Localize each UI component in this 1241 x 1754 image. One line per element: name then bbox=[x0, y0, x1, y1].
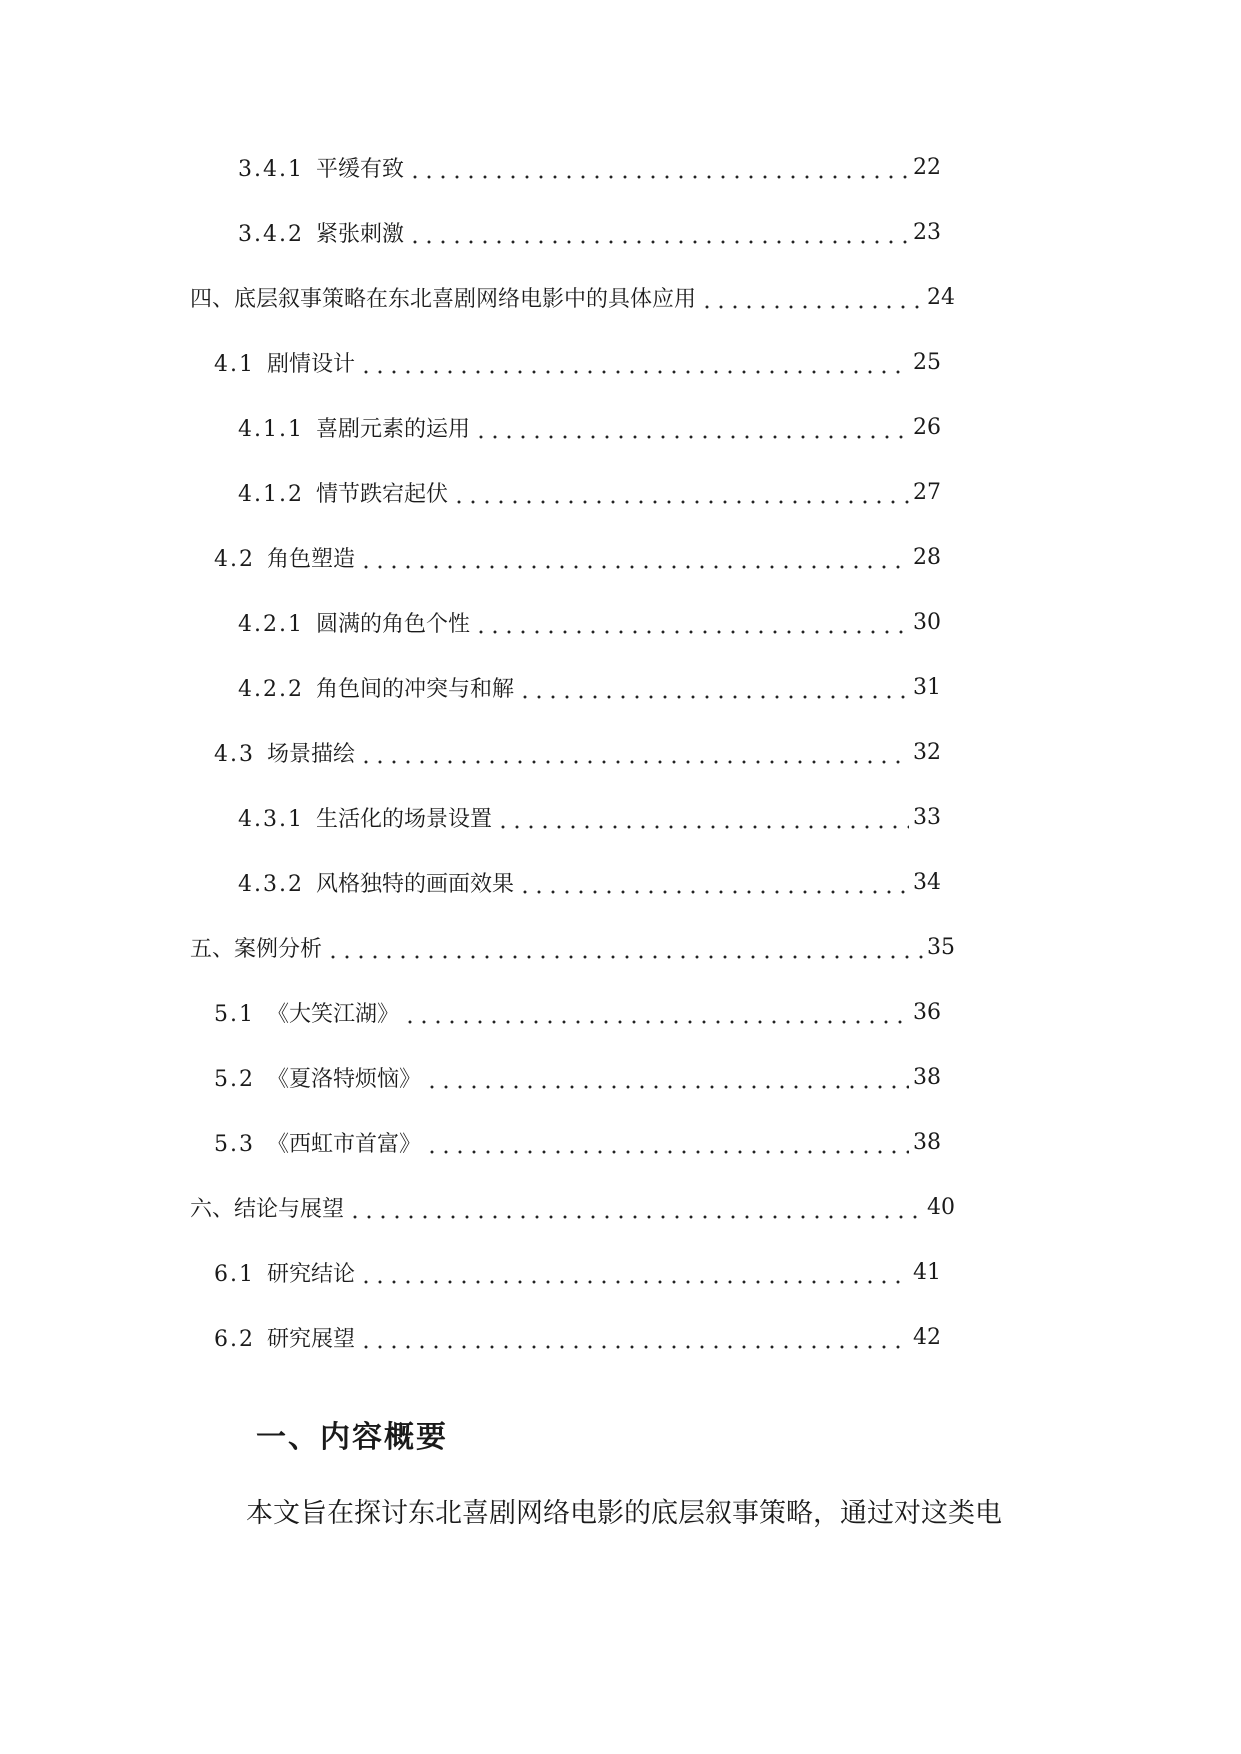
toc-entry-page: 38 bbox=[913, 1064, 941, 1090]
toc-entry-page: 35 bbox=[927, 934, 955, 960]
toc-entry-page: 26 bbox=[913, 414, 941, 440]
toc-leader-dots bbox=[359, 1259, 909, 1285]
toc-entry[interactable] bbox=[238, 667, 941, 707]
toc-entry[interactable] bbox=[214, 342, 941, 382]
toc-entry-number: 4.3.2 bbox=[238, 871, 304, 897]
toc-leader-dots bbox=[408, 154, 909, 180]
toc-leader-dots bbox=[474, 609, 909, 635]
toc-leader-dots bbox=[359, 1324, 909, 1350]
toc-entry-number: 6.1 bbox=[214, 1261, 255, 1287]
toc-entry-number: 5.3 bbox=[214, 1131, 255, 1157]
toc-entry-title: 剧情设计 bbox=[267, 351, 356, 377]
section-heading: 一、内容概要 bbox=[256, 1420, 448, 1455]
toc-entry-title: 场景描绘 bbox=[267, 741, 356, 767]
toc-leader-dots bbox=[518, 674, 909, 700]
toc-entry-number: 4.3 bbox=[214, 741, 255, 767]
toc-entry-title: 六、结论与展望 bbox=[190, 1196, 345, 1222]
toc-entry-page: 28 bbox=[913, 544, 941, 570]
toc-entry-page: 42 bbox=[913, 1324, 941, 1350]
toc-entry-page: 36 bbox=[913, 999, 941, 1025]
toc-entry-number: 4.2 bbox=[214, 546, 255, 572]
toc-entry-number: 4.2.1 bbox=[238, 611, 304, 637]
toc-leader-dots bbox=[359, 349, 909, 375]
toc-entry-title: 紧张刺激 bbox=[315, 221, 404, 247]
toc-entry[interactable] bbox=[214, 537, 941, 577]
toc-entry[interactable] bbox=[238, 862, 941, 902]
toc-entry[interactable] bbox=[214, 992, 941, 1032]
toc-leader-dots bbox=[425, 1064, 909, 1090]
toc-entry-page: 41 bbox=[913, 1259, 941, 1285]
toc-leader-dots bbox=[359, 739, 909, 765]
toc-entry-page: 25 bbox=[913, 349, 941, 375]
toc-entry-number: 3.4.1 bbox=[238, 156, 304, 182]
body-paragraph: 本文旨在探讨东北喜剧网络电影的底层叙事策略，通过对这类电 bbox=[246, 1498, 1002, 1529]
toc-entry-number: 5.2 bbox=[214, 1066, 255, 1092]
toc-entry-number: 6.2 bbox=[214, 1326, 255, 1352]
toc-leader-dots bbox=[359, 544, 909, 570]
toc-entry-number: 4.1.2 bbox=[238, 481, 304, 507]
toc-entry-title: 研究展望 bbox=[267, 1326, 356, 1352]
toc-entry-page: 38 bbox=[913, 1129, 941, 1155]
toc-entry[interactable] bbox=[214, 1057, 941, 1097]
toc-entry[interactable] bbox=[238, 212, 941, 252]
toc-leader-dots bbox=[348, 1194, 923, 1220]
toc-entry[interactable] bbox=[214, 732, 941, 772]
toc-leader-dots bbox=[474, 414, 909, 440]
toc-entry-number: 4.2.2 bbox=[238, 676, 304, 702]
toc-entry-title: 四、底层叙事策略在东北喜剧网络电影中的具体应用 bbox=[190, 286, 697, 312]
toc-entry-page: 23 bbox=[913, 219, 941, 245]
toc-entry-title: 角色间的冲突与和解 bbox=[315, 676, 514, 702]
toc-leader-dots bbox=[452, 479, 909, 505]
toc-entry-title: 平缓有致 bbox=[315, 156, 404, 182]
toc-entry-page: 34 bbox=[913, 869, 941, 895]
toc-entry[interactable] bbox=[238, 602, 941, 642]
toc-entry-title: 情节跌宕起伏 bbox=[315, 481, 448, 507]
toc-entry-page: 31 bbox=[913, 674, 941, 700]
toc-entry[interactable] bbox=[238, 472, 941, 512]
toc-entry-number: 5.1 bbox=[214, 1001, 255, 1027]
toc-entry-page: 32 bbox=[913, 739, 941, 765]
toc-entry-page: 33 bbox=[913, 804, 941, 830]
toc-entry-number: 4.1.1 bbox=[238, 416, 304, 442]
toc-leader-dots bbox=[408, 219, 909, 245]
toc-entry-title: 五、案例分析 bbox=[190, 936, 323, 962]
toc-entry-page: 40 bbox=[927, 1194, 955, 1220]
toc-entry[interactable] bbox=[214, 1122, 941, 1162]
toc-entry-title: 圆满的角色个性 bbox=[315, 611, 470, 637]
toc-entry[interactable] bbox=[190, 927, 955, 967]
toc-entry[interactable] bbox=[190, 1187, 955, 1227]
toc-leader-dots bbox=[326, 934, 923, 960]
toc-entry-title: 研究结论 bbox=[267, 1261, 356, 1287]
toc-entry-title: 喜剧元素的运用 bbox=[315, 416, 470, 442]
toc-entry-title: 《夏洛特烦恼》 bbox=[267, 1066, 422, 1092]
toc-entry[interactable] bbox=[238, 797, 941, 837]
toc-entry-title: 《西虹市首富》 bbox=[267, 1131, 422, 1157]
toc-entry-page: 22 bbox=[913, 154, 941, 180]
toc-entry[interactable] bbox=[214, 1252, 941, 1292]
toc-entry-page: 27 bbox=[913, 479, 941, 505]
toc-entry-page: 30 bbox=[913, 609, 941, 635]
toc-entry-title: 角色塑造 bbox=[267, 546, 356, 572]
toc-entry[interactable] bbox=[238, 147, 941, 187]
toc-leader-dots bbox=[496, 804, 909, 830]
toc-entry-page: 24 bbox=[927, 284, 955, 310]
toc-entry[interactable] bbox=[238, 407, 941, 447]
toc-entry[interactable] bbox=[190, 277, 955, 317]
toc-entry-number: 4.1 bbox=[214, 351, 255, 377]
toc-entry-title: 《大笑江湖》 bbox=[267, 1001, 400, 1027]
toc-entry[interactable] bbox=[214, 1317, 941, 1357]
toc-leader-dots bbox=[518, 869, 909, 895]
toc-leader-dots bbox=[425, 1129, 909, 1155]
toc-entry-number: 3.4.2 bbox=[238, 221, 304, 247]
toc-entry-number: 4.3.1 bbox=[238, 806, 304, 832]
toc-leader-dots bbox=[403, 999, 909, 1025]
toc-entry-title: 风格独特的画面效果 bbox=[315, 871, 514, 897]
toc-entry-title: 生活化的场景设置 bbox=[315, 806, 492, 832]
toc-leader-dots bbox=[700, 284, 923, 310]
